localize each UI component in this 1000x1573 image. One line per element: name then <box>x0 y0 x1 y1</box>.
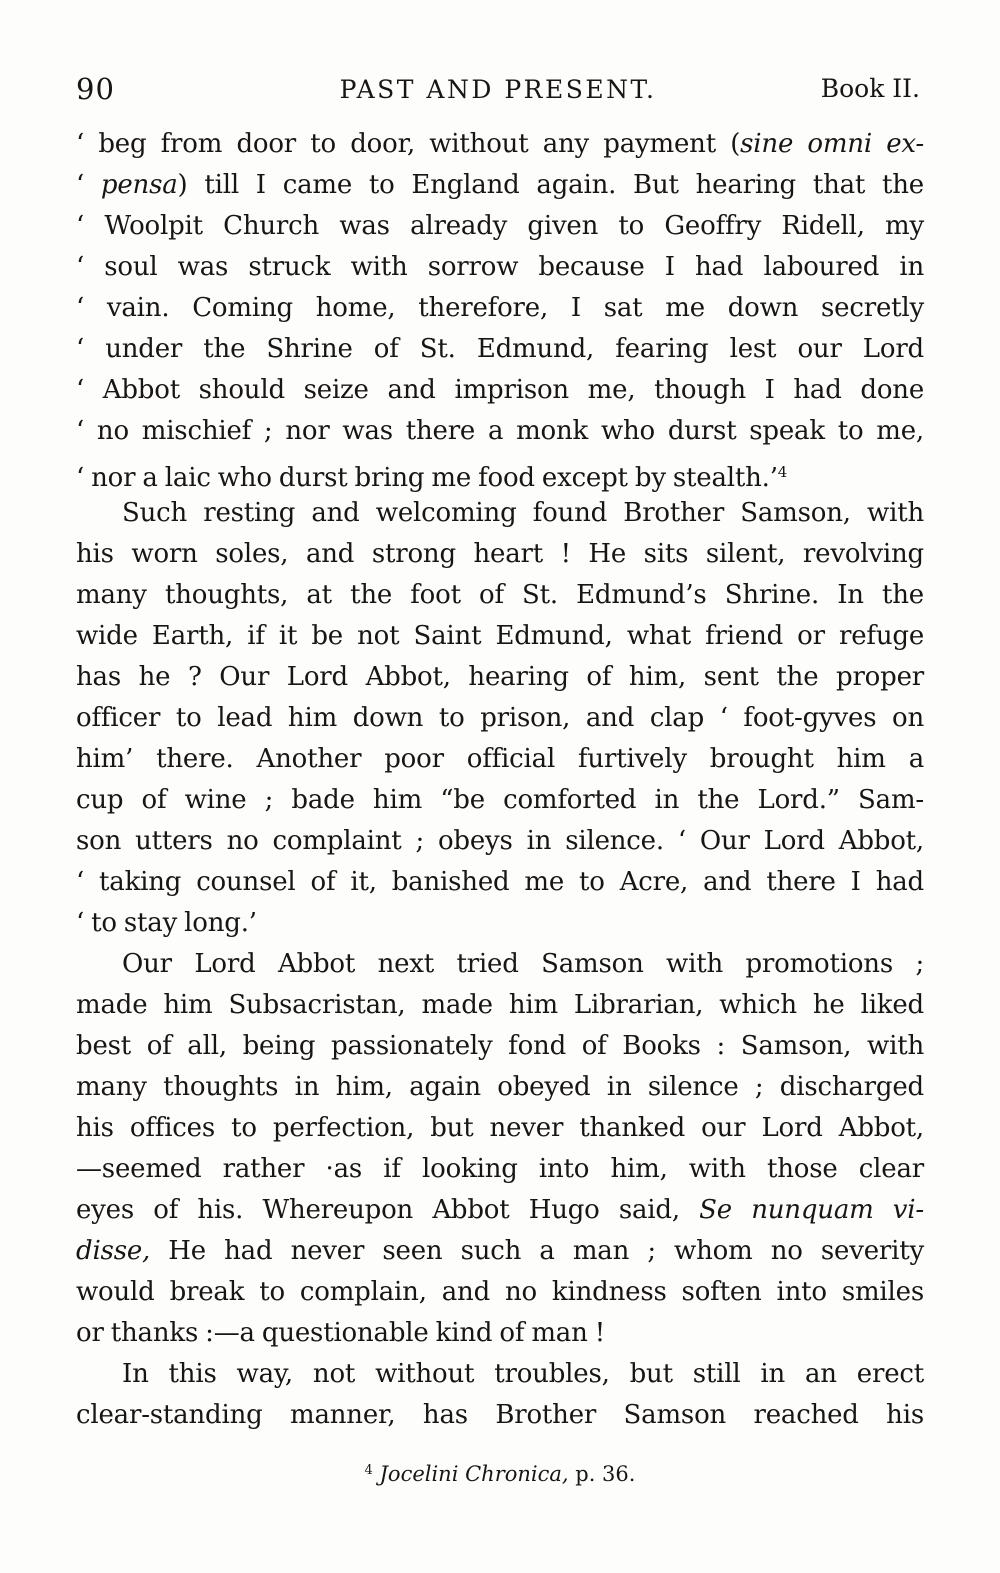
text-line <box>76 124 924 165</box>
text-line <box>76 1026 924 1067</box>
book-label: Book II. <box>820 74 920 103</box>
italic-text: sine omni ex- <box>740 129 924 159</box>
text-line <box>76 780 924 821</box>
text-segment: ‘ taking counsel of it, banished me to Acre, and there I had <box>76 867 924 897</box>
text-segment: ‘ under the Shrine of St. Edmund, fearing lest our Lord <box>76 334 924 364</box>
text-line <box>76 698 924 739</box>
text-segment: Such resting and welcoming found Brother Samson, with <box>122 498 924 528</box>
text-line <box>76 862 924 903</box>
text-line <box>76 1272 924 1313</box>
text-line <box>76 247 924 288</box>
text-line <box>76 493 924 534</box>
paragraph <box>76 493 924 944</box>
text-line <box>76 1354 924 1395</box>
text-line <box>76 944 924 985</box>
footnote <box>76 1456 924 1489</box>
text-segment: or thanks :—a questionable kind of man ! <box>76 1318 605 1348</box>
text-segment: ‘ no mischief ; nor was there a monk who durst speak to me, <box>76 416 924 446</box>
text-segment: best of all, being passionately fond of Books : Samson, with <box>76 1031 924 1061</box>
text-segment: eyes of his. Whereupon Abbot Hugo said, <box>76 1195 700 1225</box>
text-segment: many thoughts in him, again obeyed in silence ; discharged <box>76 1072 924 1102</box>
text-segment: ‘ Woolpit Church was already given to Geoffry Ridell, my <box>76 211 924 241</box>
text-segment: p. 36. <box>568 1462 636 1486</box>
text-line <box>76 370 924 411</box>
paragraph <box>76 1354 924 1436</box>
text-line <box>76 657 924 698</box>
text-segment: ‘ to stay long.’ <box>76 908 257 938</box>
text-segment: made him Subsacristan, made him Librarian, which he liked <box>76 990 924 1020</box>
running-title: PAST AND PRESENT. <box>339 75 657 104</box>
text-line <box>76 1149 924 1190</box>
text-segment: has he ? Our Lord Abbot, hearing of him, sent the proper <box>76 662 924 692</box>
text-block <box>76 124 924 1436</box>
text-segment: cup of wine ; bade him “be comforted in the Lord.” Sam- <box>76 785 924 815</box>
text-segment: ‘ soul was struck with sorrow because I had laboured in <box>76 252 924 282</box>
text-line <box>76 903 924 944</box>
text-line <box>76 1395 924 1436</box>
text-line <box>76 1108 924 1149</box>
italic-text: Jocelini Chronica, <box>372 1462 569 1486</box>
text-segment: his worn soles, and strong heart ! He sits silent, revolving <box>76 539 924 569</box>
italic-text: pensa <box>100 170 178 200</box>
text-segment: wide Earth, if it be not Saint Edmund, what friend or refuge <box>76 621 924 651</box>
text-line <box>76 534 924 575</box>
text-line <box>76 1067 924 1108</box>
page-number: 90 <box>76 72 115 106</box>
text-line <box>76 165 924 206</box>
text-segment: his offices to perfection, but never thanked our Lord Abbot, <box>76 1113 924 1143</box>
paragraph <box>76 944 924 1354</box>
text-segment: officer to lead him down to prison, and clap ‘ foot-gyves on <box>76 703 924 733</box>
text-line <box>76 1190 924 1231</box>
page-header <box>76 72 920 108</box>
italic-text: disse, <box>76 1236 151 1266</box>
text-line <box>76 206 924 247</box>
text-segment: In this way, not without troubles, but still in an erect <box>122 1359 924 1389</box>
text-line <box>76 1313 924 1354</box>
text-segment: ‘ Abbot should seize and imprison me, though I had done <box>76 375 924 405</box>
text-segment: ‘ vain. Coming home, therefore, I sat me down secretly <box>76 293 924 323</box>
text-segment: son utters no complaint ; obeys in silence. ‘ Our Lord Abbot, <box>76 826 924 856</box>
text-segment: ) till I came to England again. But hearing that the <box>177 170 924 200</box>
text-segment: many thoughts, at the foot of St. Edmund’s Shrine. In the <box>76 580 924 610</box>
footnote-marker: 4 <box>364 1463 373 1478</box>
text-segment: ‘ nor a laic who durst bring me food except by stealth.’ <box>76 463 778 493</box>
text-line <box>76 329 924 370</box>
text-line <box>76 821 924 862</box>
text-line <box>76 411 924 452</box>
text-segment: ‘ beg from door to door, without any payment ( <box>76 129 741 159</box>
footnote-marker: 4 <box>777 463 788 481</box>
text-line <box>76 616 924 657</box>
text-segment: him’ there. Another poor official furtively brought him a <box>76 744 924 774</box>
text-line <box>76 452 924 493</box>
italic-text: Se nunquam vi- <box>699 1195 924 1225</box>
text-segment: Our Lord Abbot next tried Samson with promotions ; <box>122 949 924 979</box>
text-segment: clear-standing manner, has Brother Samson reached his <box>76 1400 924 1430</box>
text-segment: —seemed rather ·as if looking into him, with those clear <box>76 1154 924 1184</box>
text-line <box>76 739 924 780</box>
text-line <box>76 575 924 616</box>
text-line <box>76 985 924 1026</box>
text-segment: ‘ <box>76 170 101 200</box>
text-line <box>76 288 924 329</box>
text-segment: would break to complain, and no kindness soften into smiles <box>76 1277 924 1307</box>
text-segment: He had never seen such a man ; whom no severity <box>150 1236 924 1266</box>
paragraph <box>76 124 924 493</box>
text-line <box>76 1231 924 1272</box>
